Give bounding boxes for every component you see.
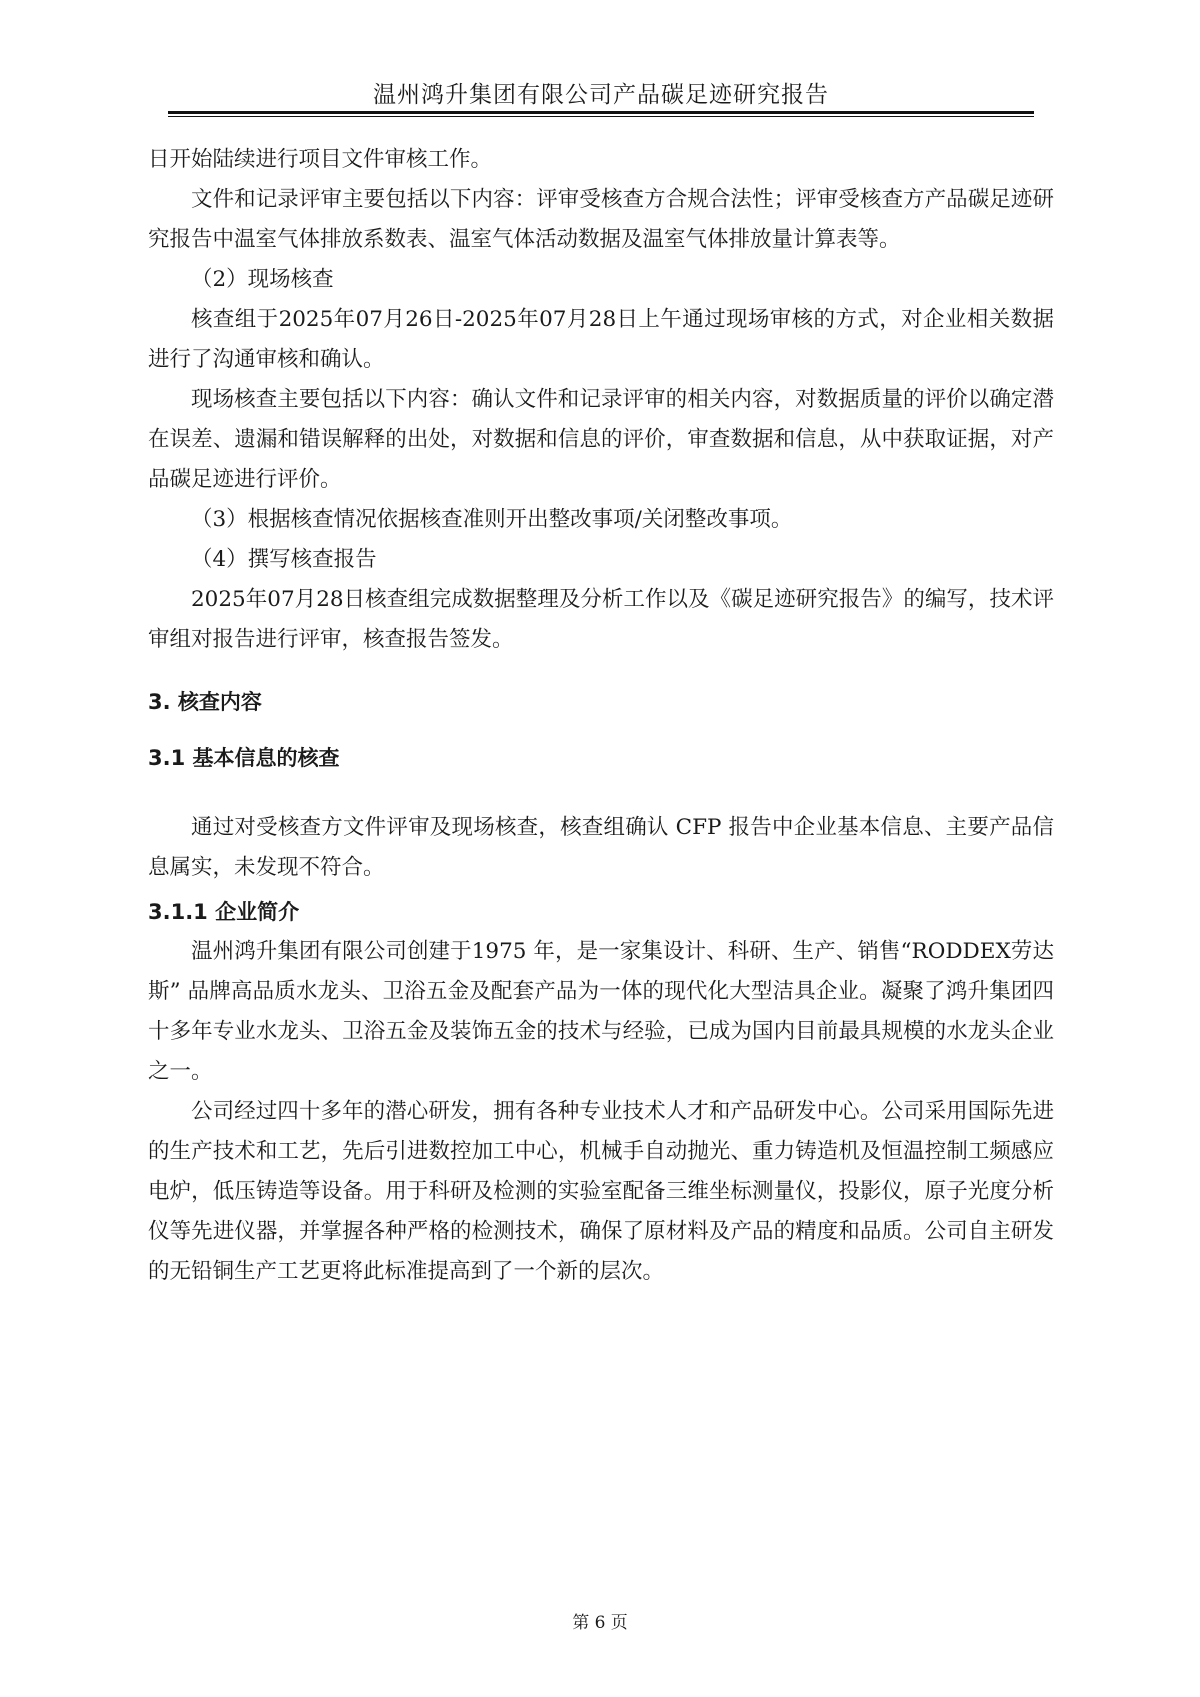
paragraph-7: （4）撰写核查报告	[191, 547, 377, 572]
paragraph-2: 文件和记录评审主要包括以下内容：评审受核查方合规合法性；评审受核查方产品碳足迹研究报告中温室气体排放系数表、温室气体活动数据及温室气体排放量计算表等。	[148, 187, 1054, 252]
paragraph-3: （2）现场核查	[191, 267, 334, 292]
paragraph-1: 日开始陆续进行项目文件审核工作。	[148, 147, 493, 172]
page-header-title: 温州鸿升集团有限公司产品碳足迹研究报告	[373, 82, 829, 108]
section-heading-3-1-1: 3.1.1 企业简介	[148, 900, 300, 924]
header-divider-thin	[168, 116, 1034, 117]
document-body	[148, 140, 1054, 1292]
header-divider	[168, 111, 1034, 114]
paragraph-10: 温州鸿升集团有限公司创建于1975 年，是一家集设计、科研、生产、销售“RODDEX劳达斯” 品牌高品质水龙头、卫浴五金及配套产品为一体的现代化大型洁具企业。凝聚了鸿升集团四十多年专业水龙头、卫浴五金及装饰五金的技术与经验，已成为国内目前最具规模的水龙头企业之一。	[148, 939, 1054, 1084]
paragraph-6: （3）根据核查情况依据核查准则开出整改事项/关闭整改事项。	[191, 507, 793, 532]
paragraph-9: 通过对受核查方文件评审及现场核查，核查组确认 CFP 报告中企业基本信息、主要产品信息属实，未发现不符合。	[148, 815, 1054, 880]
paragraph-11: 公司经过四十多年的潜心研发，拥有各种专业技术人才和产品研发中心。公司采用国际先进的生产技术和工艺，先后引进数控加工中心，机械手自动抛光、重力铸造机及恒温控制工频感应电炉，低压铸造等设备。用于科研及检测的实验室配备三维坐标测量仪，投影仪，原子光度分析仪等先进仪器，并掌握各种严格的检测技术，确保了原材料及产品的精度和品质。公司自主研发的无铅铜生产工艺更将此标准提高到了一个新的层次。	[148, 1099, 1054, 1284]
section-heading-3-1: 3.1 基本信息的核查	[148, 746, 340, 770]
section-heading-3: 3. 核查内容	[148, 690, 262, 714]
paragraph-4: 核查组于2025年07月26日-2025年07月28日上午通过现场审核的方式，对企业相关数据进行了沟通审核和确认。	[148, 307, 1054, 372]
page-number: 第 6 页	[572, 1613, 628, 1633]
paragraph-5: 现场核查主要包括以下内容：确认文件和记录评审的相关内容，对数据质量的评价以确定潜在误差、遗漏和错误解释的出处，对数据和信息的评价，审查数据和信息，从中获取证据，对产品碳足迹进行评价。	[148, 387, 1054, 492]
paragraph-8: 2025年07月28日核查组完成数据整理及分析工作以及《碳足迹研究报告》的编写，技术评审组对报告进行评审，核查报告签发。	[148, 587, 1054, 652]
